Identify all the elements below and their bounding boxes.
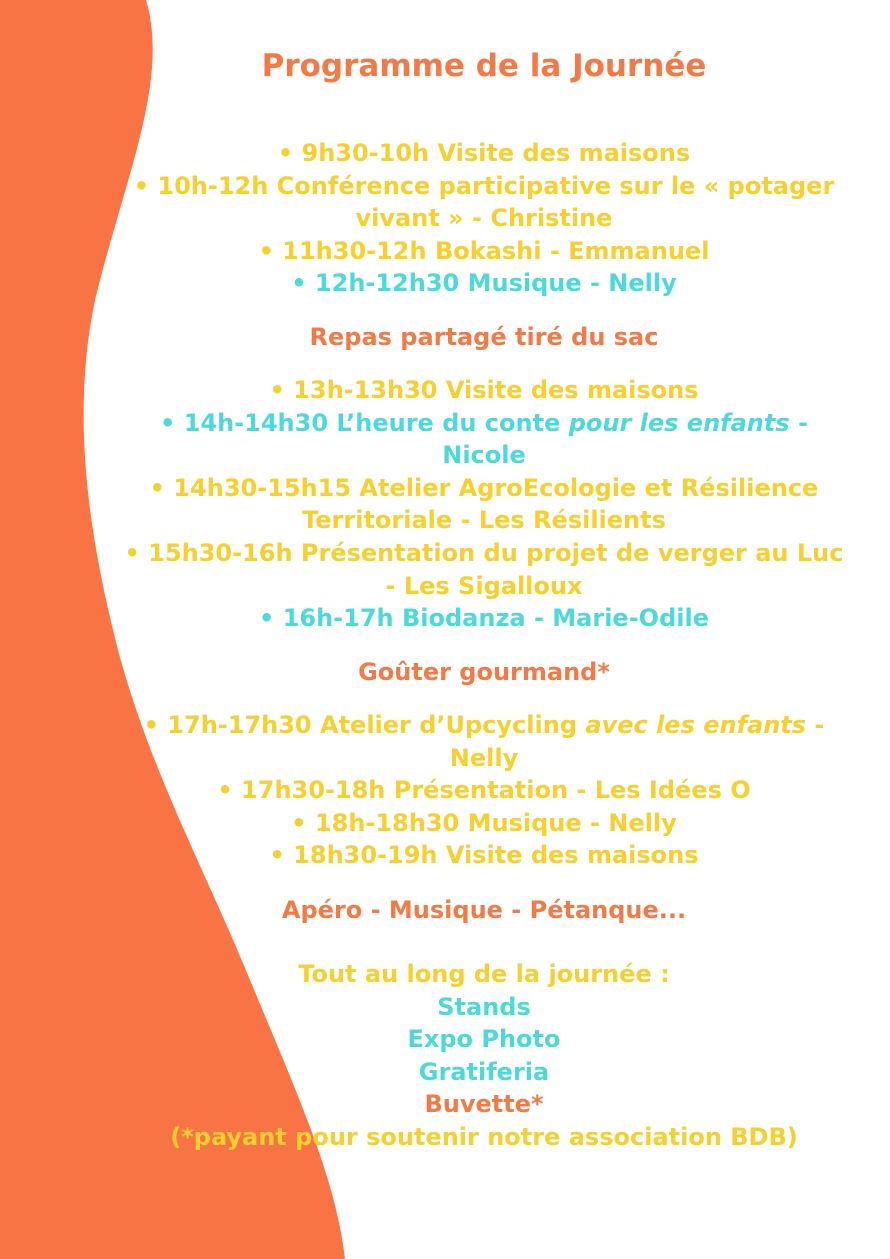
all-day-item-gratiferia: Gratiferia (418, 1057, 550, 1086)
all-day-item-expo: Expo Photo (407, 1025, 561, 1054)
all-day-section (90, 958, 878, 1154)
schedule-item: • 14h-14h30 L’heure du conte pour les enfants - (160, 408, 808, 437)
morning-schedule (90, 137, 878, 300)
schedule-item-continued: vivant » - Christine (355, 204, 613, 233)
lunch-heading: Repas partagé tiré du sac (309, 323, 659, 351)
schedule-item: • 17h-17h30 Atelier d’Upcycling avec les enfants - (143, 711, 825, 739)
snack-heading: Goûter gourmand* (358, 658, 610, 686)
all-day-item-buvette: Buvette* (424, 1090, 544, 1119)
afternoon-schedule (90, 374, 878, 635)
schedule-item: • 15h30-16h Présentation du projet de verger au Luc (124, 538, 844, 567)
schedule-item: • 10h-12h Conférence participative sur le « potager (133, 171, 835, 200)
all-day-item-stands: Stands (437, 992, 531, 1021)
apero-heading: Apéro - Musique - Pétanque... (281, 896, 687, 924)
schedule-item: • 17h30-18h Présentation - Les Idées O (217, 776, 751, 805)
footnote: (*payant pour soutenir notre association BDB) (170, 1122, 798, 1151)
schedule-item-continued: Nicole (442, 441, 526, 470)
schedule-item-continued: Nelly (449, 743, 519, 772)
schedule-item-continued: Territoriale - Les Résilients (302, 506, 666, 535)
schedule-item: • 11h30-12h Bokashi - Emmanuel (258, 236, 710, 265)
evening-schedule (90, 709, 878, 872)
schedule-item: • 14h30-15h15 Atelier AgroEcologie et Résilience (149, 473, 819, 502)
page-title: Programme de la Journée (261, 48, 707, 84)
schedule-item: • 9h30-10h Visite des maisons (277, 139, 691, 167)
schedule-item: • 18h-18h30 Musique - Nelly (291, 808, 677, 837)
schedule-item: • 13h-13h30 Visite des maisons (269, 376, 699, 404)
schedule-item: • 16h-17h Biodanza - Marie-Odile (259, 604, 709, 633)
schedule-item-continued: - Les Sigalloux (385, 571, 583, 600)
schedule-item: • 12h-12h30 Musique - Nelly (291, 269, 677, 298)
schedule-item: • 18h30-19h Visite des maisons (269, 841, 699, 870)
all-day-heading: Tout au long de la journée : (298, 960, 670, 988)
